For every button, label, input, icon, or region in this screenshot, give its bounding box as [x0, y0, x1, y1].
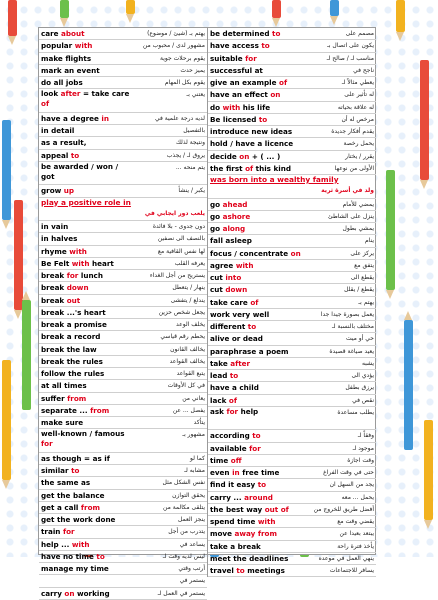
phrase-arabic: يقوم بكل المهام — [164, 79, 205, 86]
phrase-arabic: ناجح في — [353, 66, 374, 74]
phrase-english: ask for help — [210, 406, 259, 416]
phrase-arabic: ينهي العمل في موعده — [318, 554, 374, 562]
phrase-english: break down — [41, 283, 89, 293]
phrase-english: look after = take care of — [41, 89, 130, 109]
table-row — [208, 565, 376, 577]
table-row — [39, 368, 207, 380]
phrase-english: do all jobs — [41, 78, 83, 87]
phrase-english: carry on working — [41, 588, 110, 598]
phrase-arabic: يتم منحه ... — [175, 163, 205, 171]
table-row — [208, 443, 376, 455]
phrase-english: the same as — [41, 478, 91, 488]
phrase-arabic: يأخذ فترة راحة — [337, 542, 374, 550]
phrase-arabic: مرخص له أن — [341, 115, 374, 123]
pencil-decoration — [272, 0, 281, 18]
phrase-arabic: يجد من السهل ان — [329, 481, 374, 489]
table-row — [208, 151, 376, 163]
phrase-english: train for — [41, 527, 75, 537]
table-row — [208, 248, 376, 260]
phrase-english: rhyme with — [41, 246, 87, 256]
phrase-english: as though = as if — [41, 453, 110, 463]
phrase-arabic: ونتيجة لذلك — [175, 139, 205, 147]
phrase-english: break a promise — [41, 320, 107, 329]
phrase-arabic: يعطي مثالاً لـ — [341, 79, 374, 86]
phrase-english: fall asleep — [210, 236, 252, 246]
phrase-arabic: نقص في — [352, 396, 374, 404]
table-row — [208, 175, 376, 199]
phrase-english: agree with — [210, 260, 254, 270]
phrase-arabic: يعتني بـ — [186, 91, 205, 99]
phrase-english: available for — [210, 443, 261, 453]
phrase-english: go along — [210, 224, 246, 233]
table-row — [208, 126, 376, 138]
pencil-decoration — [2, 120, 11, 220]
table-row — [208, 455, 376, 467]
phrase-arabic: أرتب وقتي — [178, 565, 205, 572]
table-row — [208, 297, 376, 309]
phrase-arabic: يعرفه القلب — [174, 259, 205, 267]
phrase-arabic: يستمر في — [179, 577, 205, 585]
phrase-english: alive or dead — [210, 334, 263, 344]
phrase-english: the best way out of — [210, 504, 289, 514]
phrase-english: as a result, — [41, 138, 87, 148]
phrase-arabic: وقت اجازة — [347, 456, 374, 464]
table-row — [208, 65, 376, 77]
phrase-arabic: يقدم أفكار جديدة — [331, 128, 374, 135]
phrase-english: popular with — [41, 41, 93, 51]
table-row — [208, 467, 376, 479]
phrase-arabic: يقطع / يقلل — [344, 286, 374, 294]
table-row — [208, 370, 376, 382]
phrase-arabic: يفصل ... عن — [172, 406, 205, 414]
phrase-english: make sure — [41, 418, 84, 427]
phrase-english: cut into — [210, 273, 242, 282]
phrase-arabic: يشبه — [361, 359, 374, 367]
phrase-arabic: يركز على — [350, 249, 374, 257]
table-row — [208, 28, 376, 40]
table-row — [208, 199, 376, 211]
phrase-arabic: يهتم بـ (شيئ / موضوع) — [147, 30, 205, 37]
phrase-english: in halves — [41, 234, 78, 244]
phrase-english: be awarded / won / got — [41, 161, 119, 181]
table-row — [39, 89, 207, 113]
phrase-english: go ahead — [210, 199, 248, 209]
table-row — [208, 211, 376, 223]
table-row — [208, 541, 376, 553]
phrase-english: have an effect on — [210, 90, 281, 100]
table-row — [208, 235, 376, 247]
table-row — [208, 321, 376, 333]
phrase-english: get the work done — [41, 515, 116, 524]
phrase-arabic: يتبع القواعد — [176, 370, 205, 377]
table-row — [39, 295, 207, 307]
phrase-english: have no time to — [41, 551, 105, 561]
phrase-english: paraphrase a poem — [210, 346, 289, 356]
table-row — [208, 516, 376, 528]
phrase-arabic: يمشي بطول — [342, 225, 374, 232]
phrase-arabic: أفضل طريق للخروج من — [313, 505, 374, 513]
table-row — [39, 356, 207, 368]
phrase-english: go ashore — [210, 211, 251, 221]
phrase-english: be determined to — [210, 29, 281, 38]
table-row — [39, 137, 207, 149]
phrase-english: break for lunch — [41, 271, 103, 280]
phrase-arabic: لديه درجة علمية في — [154, 114, 205, 122]
phrase-arabic: ينجز العمل — [178, 516, 205, 523]
phrase-arabic: يقطع الى — [350, 274, 374, 281]
phrase-english: break a record — [41, 332, 101, 342]
phrase-english: decide on + ( ... ) — [210, 151, 281, 161]
phrase-english: take after — [210, 358, 251, 368]
table-row — [208, 114, 376, 126]
table-row — [39, 588, 207, 600]
phrase-arabic: ولد في أسرة ثرية — [321, 187, 374, 194]
table-row — [39, 417, 207, 429]
table-row — [39, 575, 207, 587]
right-column — [207, 28, 376, 577]
phrase-english: carry ... around — [210, 492, 273, 502]
phrase-arabic: يخالف القانون — [170, 345, 205, 353]
phrase-english: separate ... from — [41, 405, 110, 415]
table-row — [208, 492, 376, 504]
phrase-english: similar to — [41, 466, 80, 475]
phrase-english: time off — [210, 455, 242, 465]
pencil-decoration — [60, 0, 69, 18]
phrase-arabic: يرزق بطفل — [345, 384, 374, 392]
phrase-arabic: في كل الأوقات — [167, 382, 205, 390]
phrase-arabic: يحطم رقم قياسي — [160, 333, 205, 341]
phrase-arabic: مختلف بالنسبة لـ — [331, 323, 374, 330]
phrase-english: take care of — [210, 297, 259, 307]
pencil-decoration — [330, 0, 339, 16]
table-row — [208, 346, 376, 358]
phrase-english: break the rules — [41, 356, 103, 366]
table-row — [39, 77, 207, 89]
table-row — [39, 162, 207, 186]
table-row — [39, 65, 207, 77]
table-row — [39, 526, 207, 538]
phrase-arabic: مصمم على — [345, 30, 374, 37]
phrase-english: help ... with — [41, 539, 90, 549]
phrase-arabic: يجعل شخص حزين — [158, 308, 205, 316]
left-column — [39, 28, 207, 600]
phrase-english: grow up — [41, 186, 75, 196]
phrase-english: follow the rules — [41, 369, 105, 378]
phrase-arabic: يتفق مع — [354, 261, 374, 269]
table-row — [39, 40, 207, 52]
phrase-english: Be Felt with heart — [41, 258, 114, 268]
phrase-arabic: يخلف الوعد — [176, 321, 205, 328]
phrase-english: have a child — [210, 383, 259, 393]
table-row — [39, 282, 207, 294]
phrase-arabic: يعيد صياغة قصيدة — [329, 347, 374, 355]
phrase-arabic: يساعد في — [179, 540, 205, 548]
phrase-arabic: يحمل ... معه — [341, 493, 374, 501]
phrase-arabic: يستمر في العمل لـ — [157, 589, 205, 597]
phrase-english: move away from — [210, 529, 277, 539]
phrase-arabic: يكبر / ينشأ — [178, 187, 205, 195]
phrase-english: focus / concentrate on — [210, 248, 301, 258]
phrase-arabic: حي أو ميت — [345, 335, 374, 343]
phrase-arabic: له علاقة بحياته — [337, 103, 374, 111]
phrase-english: was born into a wealthy family — [210, 175, 339, 184]
table-row — [39, 53, 207, 65]
pencil-decoration — [420, 60, 429, 180]
table-row — [208, 40, 376, 52]
phrase-english: successful at — [210, 65, 263, 75]
phrase-arabic: لها نفس القافية مع — [157, 247, 205, 255]
phrase-english: mark an event — [41, 65, 100, 75]
table-row — [39, 344, 207, 356]
phrase-arabic: يسافر للاجتماعات — [329, 567, 374, 574]
table-row — [39, 453, 207, 465]
phrase-arabic: يؤدي الى — [351, 372, 374, 379]
phrase-english: care about — [41, 29, 85, 38]
phrase-arabic: يتأكد — [193, 419, 205, 426]
phrase-arabic: يعمل بصورة جيدا جدا — [320, 310, 374, 318]
table-row — [39, 185, 207, 197]
table-row — [39, 490, 207, 502]
table-row — [208, 430, 376, 442]
table-row — [208, 479, 376, 491]
table-row — [39, 331, 207, 343]
phrase-english: the first of this kind — [210, 163, 291, 173]
phrase-arabic: الأولى من نوعها — [334, 164, 374, 172]
pencil-decoration — [404, 320, 413, 450]
table-row — [39, 539, 207, 551]
table-row — [39, 258, 207, 270]
phrase-english: according to — [210, 431, 261, 441]
phrase-arabic: يميز حدث — [180, 66, 205, 74]
pencil-decoration — [8, 0, 17, 36]
phrase-arabic: يكون على اتصال بـ — [327, 42, 374, 50]
phrase-english: even in free time — [210, 468, 280, 477]
table-row — [39, 429, 207, 453]
phrase-english: meet the deadlines — [210, 553, 289, 563]
phrase-english: work very well — [210, 309, 270, 319]
pencil-decoration — [424, 420, 433, 520]
table-row — [39, 393, 207, 405]
phrase-arabic: يخالف القواعد — [169, 357, 205, 365]
table-row — [208, 272, 376, 284]
phrase-english: appeal to — [41, 150, 80, 160]
phrase-english: break the law — [41, 344, 97, 354]
table-row — [39, 502, 207, 514]
phrase-arabic: يندلع / يتفشى — [170, 296, 205, 304]
phrase-english: introduce new ideas — [210, 127, 293, 136]
phrase-arabic: ينزل على الشاطئ — [328, 212, 374, 220]
phrase-english: have a degree in — [41, 113, 109, 123]
table-row — [39, 563, 207, 575]
phrase-arabic: موجود لـ — [352, 444, 374, 452]
phrase-english: spend time with — [210, 517, 276, 526]
table-row — [208, 284, 376, 296]
table-row — [39, 233, 207, 245]
phrase-arabic: يتدرب من أجل — [168, 528, 205, 536]
table-row — [39, 125, 207, 137]
phrase-english: cut down — [210, 285, 248, 295]
table-row — [208, 138, 376, 150]
table-row — [39, 150, 207, 162]
table-row — [39, 465, 207, 477]
phrase-english: do with his life — [210, 102, 271, 112]
phrase-arabic: يلعب دور ايجابي في — [144, 209, 205, 217]
table-row — [208, 553, 376, 565]
phrase-arabic: يقرر / يختار — [345, 152, 374, 160]
phrase-arabic: ليس لديه وقت لـ — [162, 552, 205, 560]
phrase-english: make flights — [41, 53, 92, 63]
pencil-decoration — [396, 0, 405, 32]
phrase-arabic: مناسب لـ / صالح لـ — [326, 54, 374, 62]
phrase-arabic: مشهور بـ — [182, 431, 205, 439]
phrase-arabic: يهتم بـ — [358, 298, 374, 306]
table-row — [39, 319, 207, 331]
vocabulary-table — [38, 27, 376, 598]
phrase-arabic: يحقق التوازن — [172, 491, 205, 499]
table-row — [39, 405, 207, 417]
phrase-arabic: بالتفصيل — [183, 127, 205, 134]
table-row — [208, 163, 376, 175]
table-row — [39, 221, 207, 233]
table-row — [208, 223, 376, 235]
phrase-english: break out — [41, 295, 81, 305]
phrase-english: get a call from — [41, 502, 101, 512]
table-row — [208, 382, 376, 394]
pencil-decoration — [126, 0, 135, 14]
phrase-arabic: مشهور لدى / محبوب من — [142, 42, 205, 50]
phrase-arabic: يستريح من أجل الغداء — [149, 272, 205, 279]
phrase-english: travel to meetings — [210, 566, 285, 575]
table-row — [39, 28, 207, 40]
table-row — [39, 477, 207, 489]
table-row — [208, 53, 376, 65]
phrase-arabic: له تأثير على — [344, 91, 374, 99]
phrase-arabic: يقضي وقت مع — [337, 518, 374, 525]
phrase-english: manage my time — [41, 564, 109, 573]
phrase-english: in detail — [41, 126, 75, 135]
phrase-english: well-known / famous for — [41, 429, 125, 449]
phrase-arabic: يعاني من — [182, 394, 205, 402]
table-row — [208, 504, 376, 516]
phrase-arabic: مشابه لـ — [184, 467, 205, 474]
phrase-arabic: وفقاً لـ — [357, 432, 374, 440]
phrase-english: hold / have a licence — [210, 139, 294, 149]
table-row — [39, 380, 207, 392]
phrase-arabic: يتلقى مكالمة من — [163, 503, 205, 511]
phrase-english: find it easy to — [210, 480, 267, 490]
table-row — [39, 113, 207, 125]
phrase-arabic: نفس الشكل مثل — [162, 479, 205, 487]
phrase-english: give an example of — [210, 78, 288, 87]
pencil-decoration — [386, 170, 395, 290]
phrase-english: get the balance — [41, 490, 105, 500]
phrase-english: suffer from — [41, 393, 87, 403]
table-row — [39, 307, 207, 319]
phrase-arabic: يمضي للأمام — [342, 200, 374, 208]
phrase-english: play a positive role in — [41, 197, 131, 207]
phrase-english: in vain — [41, 222, 69, 231]
phrase-arabic: يروق لـ / يجذب — [166, 151, 205, 159]
pencil-decoration — [2, 360, 11, 480]
table-row — [208, 407, 376, 431]
phrase-english: break ...'s heart — [41, 307, 106, 317]
phrase-english: Be licensed to — [210, 114, 268, 124]
table-row — [39, 514, 207, 526]
phrase-english: lead to — [210, 371, 239, 380]
pencil-decoration — [22, 300, 31, 410]
phrase-arabic: بالنصف الى نصفين — [157, 235, 205, 243]
phrase-english: at all times — [41, 381, 87, 391]
phrase-arabic: يبتعد بعيدا عن — [339, 530, 374, 538]
table-row — [208, 395, 376, 407]
phrase-english: have access to — [210, 41, 270, 51]
phrase-arabic: ينام — [364, 237, 374, 245]
phrase-english: take a break — [210, 541, 261, 551]
phrase-arabic: يحمل رخصة — [343, 140, 374, 148]
table-row — [208, 309, 376, 321]
table-row — [208, 102, 376, 114]
table-row — [39, 246, 207, 258]
table-row — [208, 333, 376, 345]
phrase-arabic: ينهار / يتعطل — [172, 284, 205, 292]
phrase-arabic: دون جدوى - بلا فائدة — [152, 223, 205, 230]
phrase-arabic: كما لو — [190, 454, 205, 462]
table-row — [208, 89, 376, 101]
table-row — [208, 77, 376, 89]
phrase-english: lack of — [210, 395, 237, 405]
table-row — [208, 528, 376, 540]
phrase-english: different to — [210, 322, 257, 331]
table-row — [208, 358, 376, 370]
phrase-arabic: يطلب مساعدة — [337, 408, 374, 416]
phrase-arabic: يقوم برحلات جوية — [160, 54, 205, 62]
table-row — [39, 198, 207, 222]
phrase-english: suitable for — [210, 53, 257, 63]
table-row — [39, 270, 207, 282]
table-row — [208, 260, 376, 272]
phrase-arabic: حتى في وقت الفراغ — [323, 469, 374, 476]
